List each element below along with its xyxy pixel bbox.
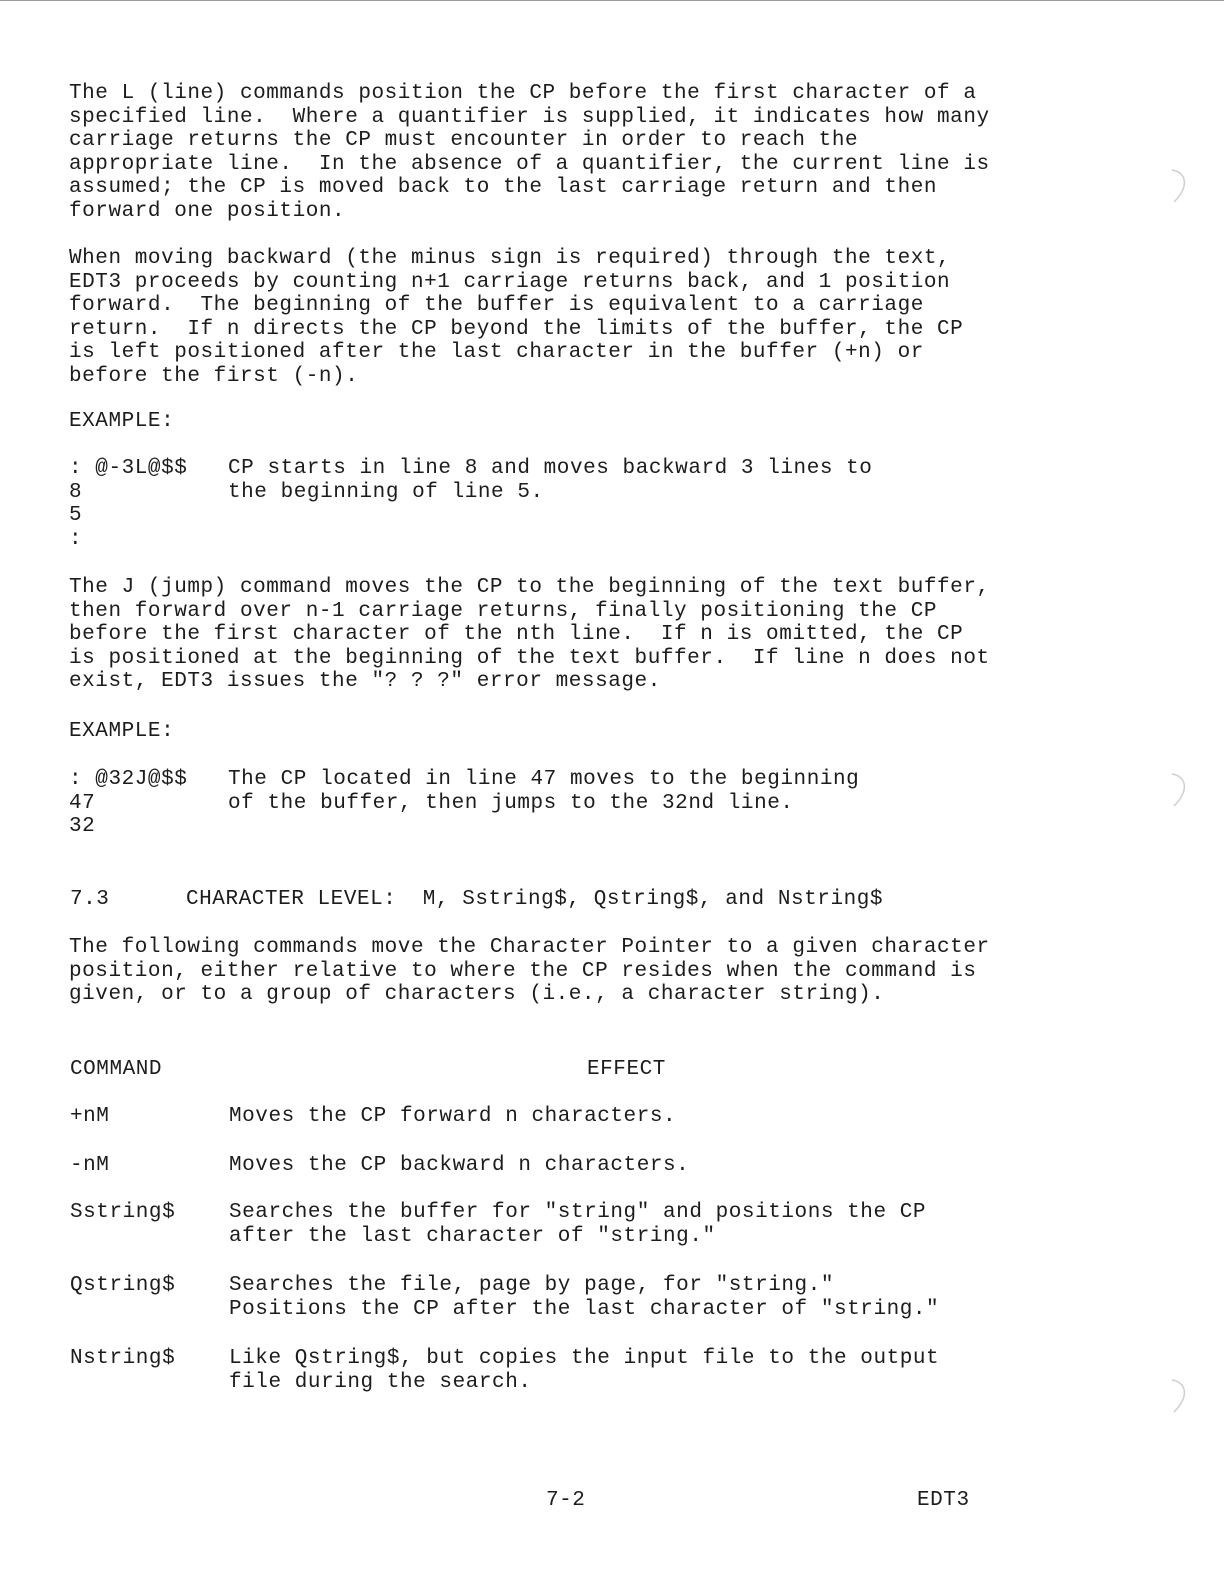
command-effect: Like Qstring$, but copies the input file to the output file during the search. [229, 1347, 940, 1394]
document-name: EDT3 [917, 1489, 970, 1512]
paragraph-line-commands: The L (line) commands position the CP before the first character of a specified line. Where a quantifier is supplied, it indicates how many carriage returns the CP must encounter in order to reach the appropriate line. In the absence of a quantifier, the current line is assumed; the CP is moved back to the last carriage return and then forward one position. [69, 82, 990, 223]
column-header-command: COMMAND [70, 1058, 163, 1081]
section-title: CHARACTER LEVEL: M, Sstring$, Qstring$, and Nstring$ [186, 888, 884, 911]
example-1-terminal: : @-3L@$$ 8 5 : [69, 457, 188, 551]
example-label-2: EXAMPLE: [69, 720, 175, 743]
command-name: -nM [70, 1154, 110, 1177]
page-number: 7-2 [546, 1489, 586, 1512]
command-effect: Searches the file, page by page, for "string." Positions the CP after the last character of "string." [229, 1274, 940, 1321]
paragraph-character-pointer: The following commands move the Character Pointer to a given character position, either relative to where the CP resides when the command is given, or to a group of characters (i.e., a character string). [69, 936, 990, 1007]
binder-hole-mark-icon [1168, 166, 1208, 206]
command-name: Sstring$ [70, 1201, 176, 1224]
example-2-explanation: The CP located in line 47 moves to the beginning of the buffer, then jumps to the 32nd line. [228, 768, 860, 815]
command-effect: Moves the CP forward n characters. [229, 1105, 677, 1128]
example-1-explanation: CP starts in line 8 and moves backward 3 lines to the beginning of line 5. [228, 457, 873, 504]
top-edge-rule [0, 0, 1224, 1]
command-name: Nstring$ [70, 1347, 176, 1370]
section-number: 7.3 [70, 888, 110, 911]
example-label-1: EXAMPLE: [69, 410, 175, 433]
paragraph-moving-backward: When moving backward (the minus sign is required) through the text, EDT3 proceeds by counting n+1 carriage returns back, and 1 position forward. The beginning of the buffer is equivalent to a carriage return. If n directs the CP beyond the limits of the buffer, the CP is left positioned after the last character in the buffer (+n) or before the first (-n). [69, 247, 964, 388]
example-2-terminal: : @32J@$$ 47 32 [69, 768, 188, 839]
paragraph-jump-command: The J (jump) command moves the CP to the beginning of the text buffer, then forward over n-1 carriage returns, finally positioning the CP before the first character of the nth line. If n is omitted, the CP is positioned at the beginning of the text buffer. If line n does not exist, EDT3 issues the "? ? ?" error message. [69, 576, 990, 694]
column-header-effect: EFFECT [587, 1058, 666, 1081]
command-name: +nM [70, 1105, 110, 1128]
binder-hole-mark-icon [1168, 770, 1208, 810]
command-effect: Moves the CP backward n characters. [229, 1154, 690, 1177]
binder-hole-mark-icon [1168, 1376, 1208, 1416]
command-effect: Searches the buffer for "string" and positions the CP after the last character of "string." [229, 1201, 927, 1248]
command-name: Qstring$ [70, 1274, 176, 1297]
